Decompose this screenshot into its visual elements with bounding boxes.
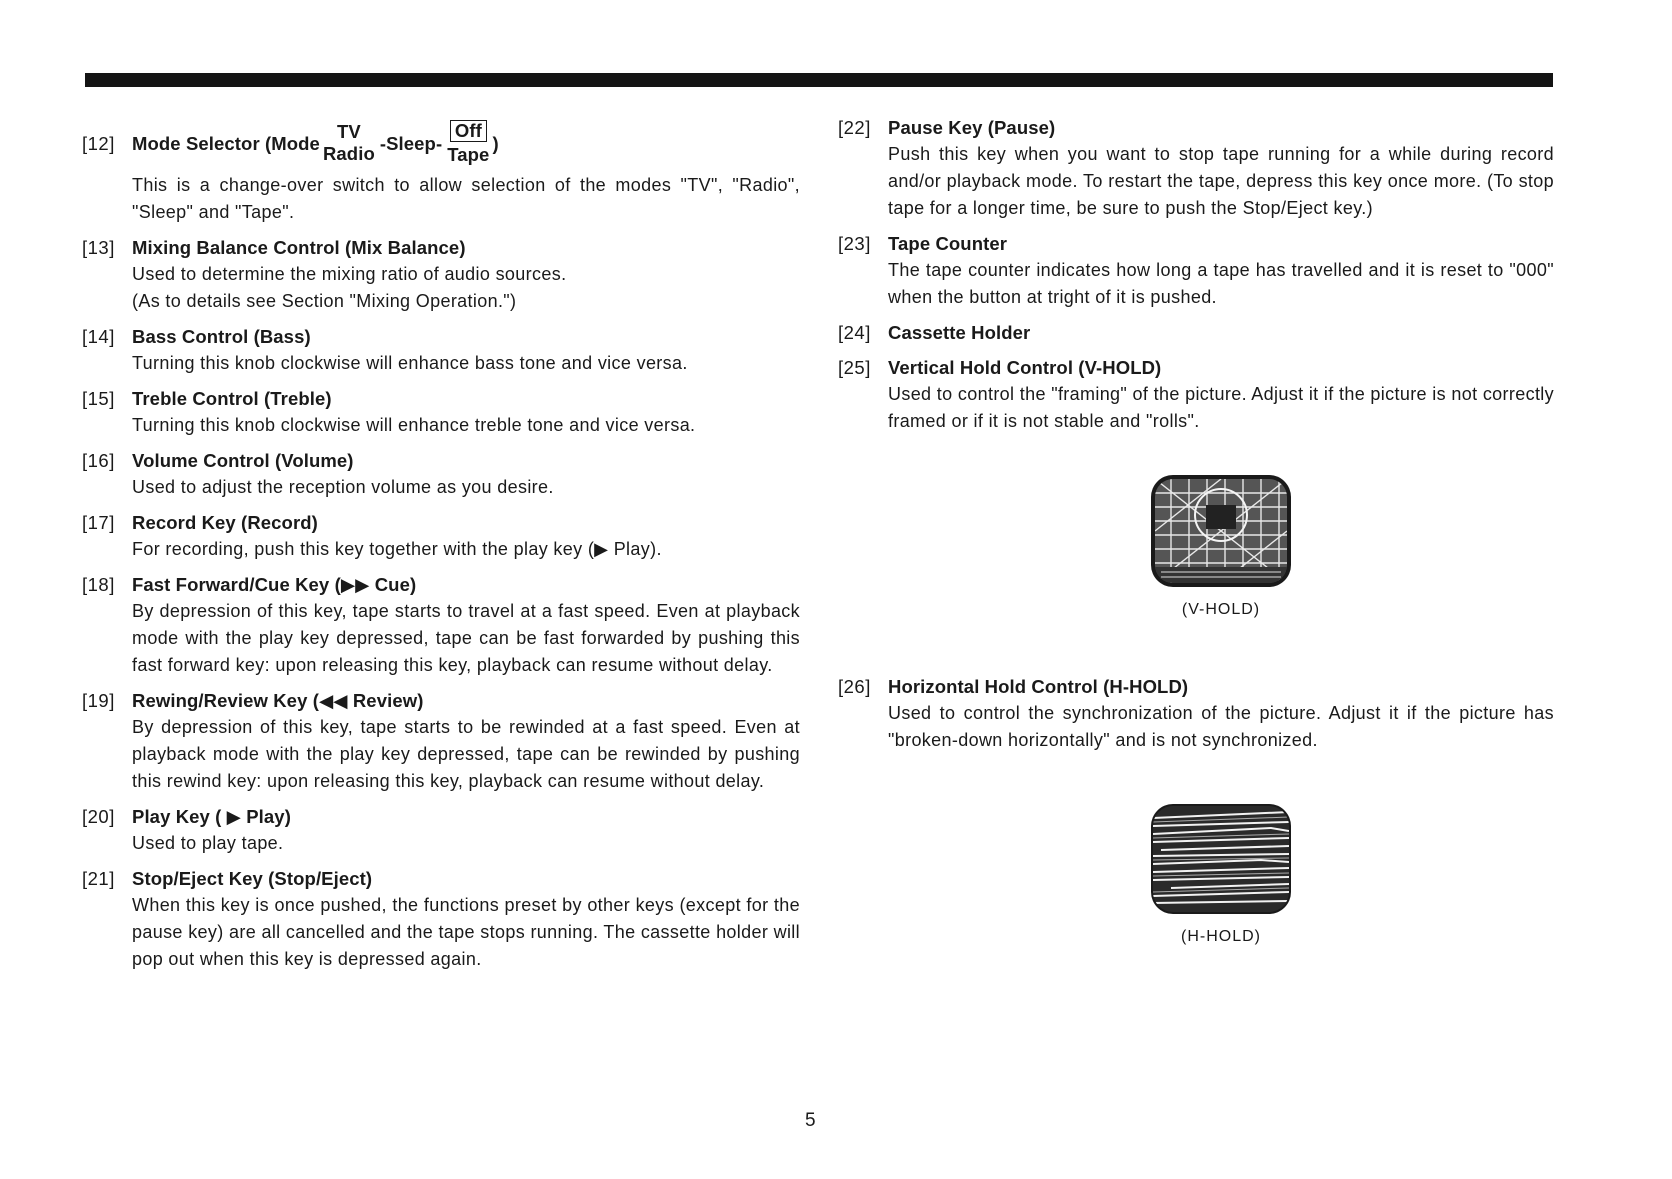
item-number: [20] bbox=[82, 806, 115, 827]
item-text-note: (As to details see Section "Mixing Operation.") bbox=[132, 291, 517, 311]
item-heading bbox=[82, 234, 800, 261]
item-heading bbox=[82, 385, 800, 412]
item-number: [13] bbox=[82, 237, 115, 258]
item-title: Tape Counter bbox=[888, 233, 1008, 254]
item-title: Play Key ( ▶ Play) bbox=[132, 806, 291, 827]
item-number: [22] bbox=[838, 117, 871, 138]
vhold-tv-screen-image bbox=[1151, 475, 1291, 587]
item-21 bbox=[82, 865, 800, 973]
item-number: [17] bbox=[82, 512, 115, 533]
item-heading bbox=[82, 114, 800, 172]
item-number: [21] bbox=[82, 868, 115, 889]
item-text: Used to control the "framing" of the picture. Adjust it if the picture is not correctly framed or if it is not stable and "rolls". bbox=[888, 384, 1554, 431]
item-text: Used to play tape. bbox=[132, 833, 284, 853]
item-title: Mixing Balance Control (Mix Balance) bbox=[132, 237, 466, 258]
item-17 bbox=[82, 509, 800, 563]
item-body bbox=[888, 141, 1554, 222]
item-title: Rewing/Review Key (◀◀ Review) bbox=[132, 690, 424, 711]
item-16 bbox=[82, 447, 800, 501]
item-number: [24] bbox=[838, 322, 871, 343]
item-title: Horizontal Hold Control (H-HOLD) bbox=[888, 676, 1189, 697]
left-column bbox=[82, 114, 800, 981]
item-heading bbox=[82, 803, 800, 830]
item-body bbox=[132, 172, 800, 226]
item-heading bbox=[838, 230, 1554, 257]
item-number: [25] bbox=[838, 357, 871, 378]
item-body bbox=[888, 257, 1554, 311]
item-body bbox=[132, 598, 800, 679]
item-body bbox=[132, 350, 800, 377]
item-heading bbox=[838, 354, 1554, 381]
hhold-caption: (H-HOLD) bbox=[1181, 928, 1261, 945]
hhold-tv-screen-image bbox=[1151, 804, 1291, 914]
vhold-figure bbox=[888, 475, 1554, 619]
item-heading bbox=[82, 509, 800, 536]
mode-close-paren: ) bbox=[492, 132, 499, 154]
item-heading bbox=[82, 447, 800, 474]
item-text: By depression of this key, tape starts to be rewinded at a fast speed. Even at playback mode with the play key depressed, tape can be rewinded by pushing this rewind key: upon releasing this key, playback can resume without delay. bbox=[132, 717, 800, 791]
mode-off-label: Off bbox=[450, 120, 487, 142]
item-number: [14] bbox=[82, 326, 115, 347]
item-24 bbox=[838, 319, 1554, 346]
hhold-figure bbox=[888, 804, 1554, 946]
item-number: [26] bbox=[838, 676, 871, 697]
item-heading bbox=[838, 114, 1554, 141]
item-title: Treble Control (Treble) bbox=[132, 388, 332, 409]
item-body bbox=[888, 700, 1554, 754]
item-14 bbox=[82, 323, 800, 377]
item-body bbox=[888, 381, 1554, 435]
mode-radio-label: Radio bbox=[322, 143, 375, 164]
item-heading bbox=[82, 687, 800, 714]
vhold-caption: (V-HOLD) bbox=[1181, 601, 1261, 618]
item-26 bbox=[838, 673, 1554, 754]
item-25 bbox=[838, 354, 1554, 435]
item-body bbox=[132, 714, 800, 795]
page-number: 5 bbox=[805, 1110, 816, 1131]
item-title: Bass Control (Bass) bbox=[132, 326, 311, 347]
item-text: Push this key when you want to stop tape running for a while during record and/or playback mode. To restart the tape, depress this key once more. (To stop tape for a longer time, be sure to push the Stop/Eject key.) bbox=[888, 144, 1554, 218]
mode-tape-label: Tape bbox=[447, 144, 490, 165]
right-column bbox=[838, 114, 1554, 946]
item-15 bbox=[82, 385, 800, 439]
item-heading bbox=[82, 323, 800, 350]
item-number: [19] bbox=[82, 690, 115, 711]
item-text: Turning this knob clockwise will enhance bass tone and vice versa. bbox=[132, 353, 688, 373]
item-number: [16] bbox=[82, 450, 115, 471]
item-heading bbox=[82, 571, 800, 598]
item-text: Used to adjust the reception volume as you desire. bbox=[132, 477, 554, 497]
item-body bbox=[132, 261, 800, 315]
item-text: By depression of this key, tape starts to travel at a fast speed. Even at playback mode with the play key depressed, tape can be fast forwarded by pushing this fast forward key: upon releasing this key, playback can resume without delay. bbox=[132, 601, 800, 675]
item-22 bbox=[838, 114, 1554, 222]
item-title: Volume Control (Volume) bbox=[132, 450, 354, 471]
item-19 bbox=[82, 687, 800, 795]
mode-tv-label: TV bbox=[336, 121, 361, 142]
mode-selector-title: Mode Selector (Mode bbox=[132, 132, 320, 154]
top-rule bbox=[85, 73, 1553, 87]
item-text: For recording, push this key together with the play key (▶ Play). bbox=[132, 539, 662, 559]
item-12 bbox=[82, 114, 800, 226]
off-tape-stack bbox=[447, 120, 489, 166]
item-body bbox=[132, 892, 800, 973]
item-body bbox=[132, 474, 800, 501]
tv-radio-stack bbox=[323, 121, 375, 165]
item-number: [15] bbox=[82, 388, 115, 409]
item-title: Cassette Holder bbox=[888, 322, 1031, 343]
item-20 bbox=[82, 803, 800, 857]
item-23 bbox=[838, 230, 1554, 311]
item-body bbox=[132, 830, 800, 857]
item-text: This is a change-over switch to allow selection of the modes "TV", "Radio", "Sleep" and "Tape". bbox=[132, 175, 800, 222]
item-text: The tape counter indicates how long a tape has travelled and it is reset to "000" when the button at tright of it is pushed. bbox=[888, 260, 1554, 307]
item-text: When this key is once pushed, the functions preset by other keys (except for the pause key) are all cancelled and the tape stops running. The cassette holder will pop out when this key is depressed again. bbox=[132, 895, 800, 969]
item-text: Turning this knob clockwise will enhance treble tone and vice versa. bbox=[132, 415, 696, 435]
item-title: Fast Forward/Cue Key (▶▶ Cue) bbox=[132, 574, 417, 595]
item-title: Pause Key (Pause) bbox=[888, 117, 1056, 138]
item-heading bbox=[82, 865, 800, 892]
item-number: [23] bbox=[838, 233, 871, 254]
mode-sleep-label: -Sleep- bbox=[379, 132, 443, 154]
item-text: Used to determine the mixing ratio of audio sources. bbox=[132, 264, 567, 284]
item-13 bbox=[82, 234, 800, 315]
item-18 bbox=[82, 571, 800, 679]
item-title: Vertical Hold Control (V-HOLD) bbox=[888, 357, 1162, 378]
item-title: Record Key (Record) bbox=[132, 512, 318, 533]
item-heading bbox=[838, 673, 1554, 700]
item-body bbox=[132, 536, 800, 563]
item-text: Used to control the synchronization of the picture. Adjust it if the picture has "broken-down horizontally" and is not synchronized. bbox=[888, 703, 1554, 750]
item-body bbox=[132, 412, 800, 439]
item-number: [18] bbox=[82, 574, 115, 595]
item-number: [12] bbox=[82, 132, 115, 154]
item-heading bbox=[838, 319, 1554, 346]
item-title: Stop/Eject Key (Stop/Eject) bbox=[132, 868, 373, 889]
